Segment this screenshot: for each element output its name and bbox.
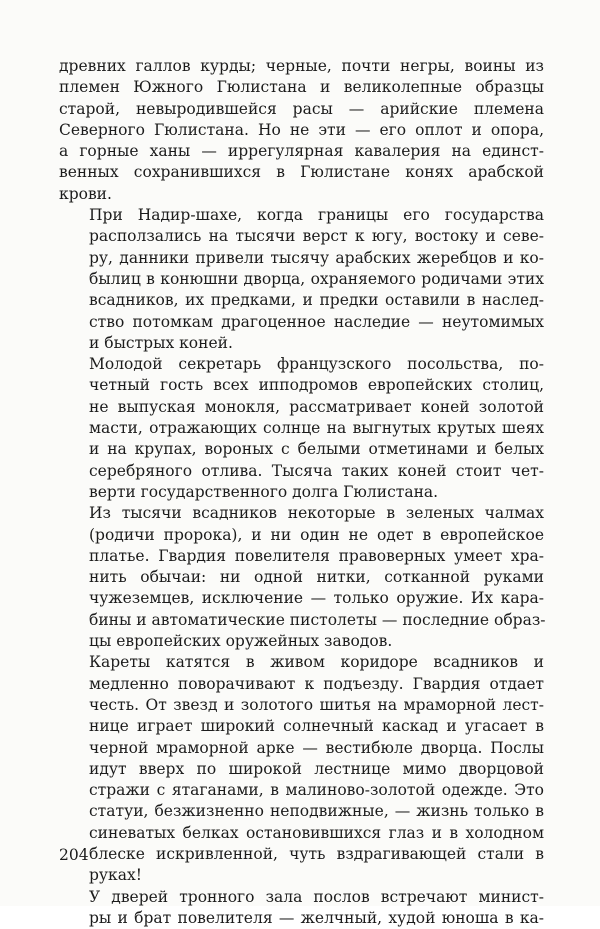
text-line: цы европейских оружейных заводов.: [89, 632, 393, 651]
text-line: серебряного отлива. Тысяча таких коней стоит чет-: [89, 461, 544, 480]
text-line: и быстрых коней.: [89, 333, 233, 352]
text-line: четный гость всех ипподромов европейских столиц,: [89, 376, 544, 395]
text-line: а горные ханы — иррегулярная кавалерия на единст-: [59, 142, 544, 161]
text-line: древних галлов курды; черные, почти негры, воины из: [59, 57, 544, 75]
text-line: чужеземцев, исключение — только оружие. Их кара-: [89, 589, 544, 608]
text-line: старой, невыродившейся расы — арийские племена: [59, 99, 544, 118]
paragraph: [59, 503, 544, 652]
body-text: [59, 56, 544, 929]
paragraph: [59, 652, 544, 886]
text-line: не выпуская монокля, рассматривает коней золотой: [89, 397, 544, 416]
text-line: расползались на тысячи верст к югу, востоку и севе-: [89, 227, 544, 246]
text-line: ры и брат повелителя — желчный, худой юноша в ка-: [89, 908, 544, 927]
text-line: ство потомкам драгоценное наследие — неутомимых: [89, 312, 544, 331]
text-line: крови.: [59, 184, 112, 203]
text-line: Северного Гюлистана. Но не эти — его оплот и опора,: [59, 120, 544, 139]
paragraph: [59, 56, 544, 205]
text-line: и на крупах, вороных с белыми отметинами и белых: [89, 440, 544, 459]
text-line: нице играет широкий солнечный каскад и угасает в: [89, 717, 544, 736]
text-line: племен Южного Гюлистана и великолепные образцы: [59, 78, 544, 97]
text-line: руках!: [89, 866, 142, 885]
text-line: бины и автоматические пистолеты — последние образ-: [89, 610, 546, 629]
text-line: (родичи пророка), и ни один не одет в европейское: [89, 525, 544, 544]
text-line: Молодой секретарь французского посольства, по-: [89, 355, 544, 374]
text-line: статуи, безжизненно неподвижные, — жизнь только в: [89, 802, 544, 821]
paragraph: [59, 354, 544, 503]
paragraph: [59, 205, 544, 354]
paragraph: [59, 887, 544, 929]
text-line: былиц в конюшни дворца, охраняемого родичами этих: [89, 269, 544, 288]
text-line: стражи с ятаганами, в малиново-золотой одежде. Это: [89, 781, 544, 800]
text-line: венных сохранившихся в Гюлистане конях арабской: [59, 163, 544, 182]
text-line: масти, отражающих солнце на выгнутых крутых шеях: [89, 419, 544, 438]
text-line: синеватых белках остановившихся глаз и в холодном: [89, 823, 544, 842]
text-line: платье. Гвардия повелителя правоверных умеет хра-: [89, 546, 544, 565]
text-line: нить обычаи: ни одной нитки, сотканной руками: [89, 568, 544, 587]
text-line: верти государственного долга Гюлистана.: [89, 482, 439, 501]
text-line: черной мраморной арке — вестибюле дворца. Послы: [89, 738, 544, 757]
text-line: Кареты катятся в живом коридоре всадников и: [89, 653, 544, 672]
page-number: 204: [59, 846, 89, 864]
text-line: У дверей тронного зала послов встречают минист-: [89, 887, 544, 906]
text-line: ру, данники привели тысячу арабских жеребцов и ко-: [89, 248, 544, 267]
text-line: При Надир-шахе, когда границы его государства: [89, 206, 544, 225]
text-line: Из тысячи всадников некоторые в зеленых чалмах: [89, 504, 544, 523]
text-line: блеске искривленной, чуть вздрагивающей стали в: [89, 844, 544, 863]
text-line: идут вверх по широкой лестнице мимо дворцовой: [89, 759, 544, 778]
text-line: честь. От звезд и золотого шитья на мраморной лест-: [89, 695, 544, 714]
text-line: всадников, их предками, и предки оставили в наслед-: [89, 291, 544, 310]
text-line: медленно поворачивают к подъезду. Гвардия отдает: [89, 674, 544, 693]
